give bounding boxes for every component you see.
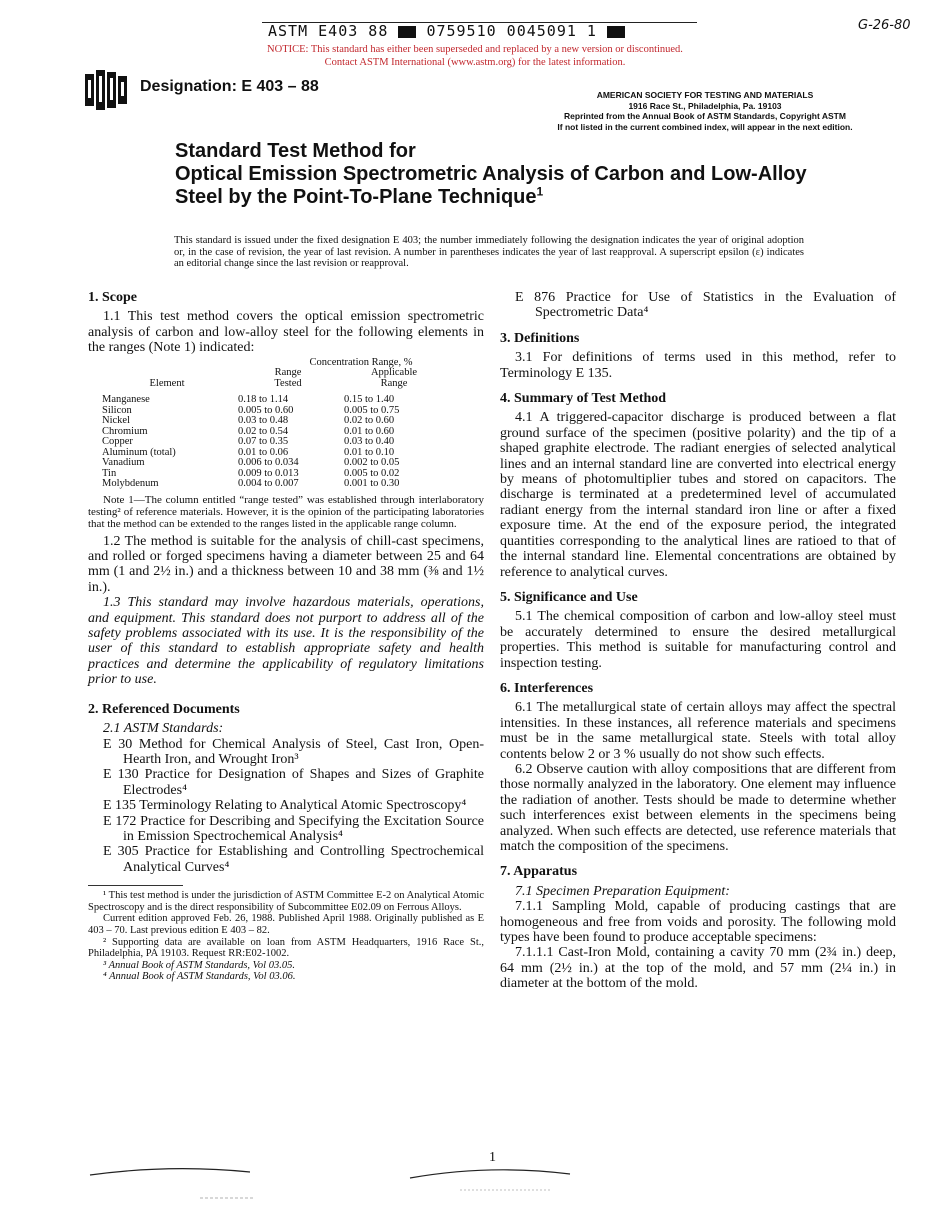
handwritten-note: G-26-80 [858, 18, 911, 33]
footnote: ⁴ Annual Book of ASTM Standards, Vol 03.06. [103, 971, 296, 983]
table-cell: 0.01 to 0.06 [238, 446, 289, 458]
table-header: Applicable [370, 367, 418, 379]
table-cell: 0.15 to 1.40 [344, 394, 395, 406]
reference-item: E 876 Practice for Use of Statistics in the Evaluation of Spectrometric Data⁴ [515, 290, 896, 321]
barcode-header [268, 22, 625, 40]
reference-item: E 130 Practice for Designation of Shapes and Sizes of Graphite Electrodes⁴ [103, 767, 484, 798]
section-heading: 3. Definitions [500, 330, 580, 346]
table-cell: Copper [102, 436, 133, 448]
table-header: Range [274, 367, 302, 379]
table-cell: 0.005 to 0.02 [344, 467, 400, 479]
designation: Designation: E 403 – 88 [140, 78, 319, 95]
left-column [88, 290, 484, 983]
paragraph: 5.1 The chemical composition of carbon and low-alloy steel must be accurately determined to ensure the desired metallurgical properties. This method is suitable for manufacturing control and inspection testing. [500, 609, 896, 671]
table-cell: 0.005 to 0.75 [344, 404, 400, 416]
society-line: 1916 Race St., Philadelphia, Pa. 19103 [628, 100, 782, 111]
document-title [175, 140, 825, 209]
footnote: Current edition approved Feb. 26, 1988. Published April 1988. Originally published as E 403 – 70. Last previous edition E 403 – 82. [88, 913, 484, 936]
footnote: ¹ This test method is under the jurisdiction of ASTM Committee E-2 on Analytical Atomic Spectroscopy and is the direct responsibility of Subcommittee E02.09 on Ferrous Alloys. [88, 890, 484, 913]
section-heading: 1. Scope [88, 290, 137, 305]
table-cell: 0.01 to 0.60 [344, 425, 395, 437]
table-cell: Aluminum (total) [102, 446, 176, 458]
society-line: If not listed in the current combined index, will appear in the next edition. [557, 121, 853, 132]
barcode-block [398, 26, 416, 38]
table-cell: Molybdenum [102, 478, 159, 490]
title-line-2 [175, 163, 825, 209]
scan-artifact-lines [80, 1160, 880, 1210]
title-line-1: Standard Test Method for [175, 140, 416, 162]
table-cell: 0.07 to 0.35 [238, 436, 289, 448]
safety-paragraph: 1.3 This standard may involve hazardous materials, operations, and equipment. This standard does not purport to address all of the safety problems associated with its use. It is the responsibility of the user of this standard to establish appropriate safety and health practices and determine the applicability of regulatory limitations prior to use. [88, 595, 484, 688]
table-cell: 0.01 to 0.10 [344, 446, 395, 458]
table-caption: Concentration Range, % [309, 356, 413, 368]
table-cell: 0.02 to 0.54 [238, 425, 289, 437]
paragraph: 7.1 Specimen Preparation Equipment: [515, 883, 730, 899]
table-cell: 0.18 to 1.14 [238, 394, 289, 406]
table-row [102, 479, 450, 490]
table-cell: 0.005 to 0.60 [238, 404, 294, 416]
table-cell: Tin [102, 467, 117, 479]
footnote: ² Supporting data are available on loan from ASTM Headquarters, 1916 Race St., Philadelphia, PA 19103. Request RR:E02-1002. [88, 936, 484, 960]
paragraph: 3.1 For definitions of terms used in this method, refer to Terminology E 135. [500, 350, 896, 381]
table-header: Element [149, 377, 185, 389]
section-heading: 5. Significance and Use [500, 589, 638, 605]
paragraph: 4.1 A triggered-capacitor discharge is produced between a flat ground surface of the specimen (positive polarity) and the tip of a shaped graphite electrode. The radiant energies of selected analytical lines and an internal standard line are converted into electrical energy by means of photomultiplier tubes and stored on capacitors. The discharge is terminated at a predetermined level of accumulated radiant energy from the internal standard iron line or after a fixed exposure time. At the end of the exposure period, the integrated quantities corresponding to the analytical lines are ratioed to that of the internal standard line. Elemental concentrations are obtained by reference to analytical curves. [500, 410, 896, 580]
paragraph: 7.1.1.1 Cast-Iron Mold, containing a cavity 70 mm (2¾ in.) deep, 64 mm (2½ in.) at the top of the mold, and 57 mm (2¼ in.) in diameter at the bottom of the mold. [500, 945, 896, 992]
section-heading: 4. Summary of Test Method [500, 391, 667, 407]
barcode-block [607, 26, 625, 38]
society-block [540, 90, 870, 132]
paragraph: 1.1 This test method covers the optical emission spectrometric analysis of carbon and low-alloy steel for the following elements in the ranges (Note 1) indicated: [88, 309, 484, 356]
notice-line-1: NOTICE: This standard has either been superseded and replaced by a new version or discontinued. [267, 44, 683, 55]
right-column [500, 290, 896, 992]
table-cell: 0.004 to 0.007 [238, 478, 299, 490]
reference-item: E 305 Practice for Establishing and Controlling Spectrochemical Analytical Curves⁴ [103, 844, 484, 875]
table-cell: 0.03 to 0.48 [238, 415, 289, 427]
table-cell: 0.001 to 0.30 [344, 478, 400, 490]
section-heading: 7. Apparatus [500, 864, 578, 880]
table-cell: 0.03 to 0.40 [344, 436, 395, 448]
reference-item: E 135 Terminology Relating to Analytical Atomic Spectroscopy⁴ [103, 798, 467, 814]
barcode-number: 0759510 0045091 1 [426, 22, 597, 40]
barcode-text: ASTM E403 88 [268, 22, 389, 40]
table-cell: 0.02 to 0.60 [344, 415, 395, 427]
footnote: ³ Annual Book of ASTM Standards, Vol 03.05. [103, 959, 295, 971]
astm-logo-icon [83, 70, 133, 115]
title-footnote-ref: 1 [536, 184, 544, 199]
paragraph: 2.1 ASTM Standards: [103, 721, 224, 737]
table-cell: Chromium [102, 425, 148, 437]
reference-item: E 30 Method for Chemical Analysis of Steel, Cast Iron, Open-Hearth Iron, and Wrought Iron³ [103, 736, 484, 767]
paragraph: 6.2 Observe caution with alloy compositions that are different from those normally analyzed in the laboratory. One element may influence the radiation of another. Tests should be made to determine whether such interferences exist between elements in the specimens being analyzed. When such effects are detected, use reference materials that match the composition of the specimens. [500, 761, 896, 854]
table-cell: 0.009 to 0.013 [238, 467, 299, 479]
table-cell: 0.006 to 0.034 [238, 457, 299, 469]
section-heading: 2. Referenced Documents [88, 701, 240, 717]
paragraph: 1.2 The method is suitable for the analysis of chill-cast specimens, and rolled or forged specimens having a diameter between 25 and 64 mm (1 and 2½ in.) and a thickness between 10 and 38 mm (⅜ and 1½ in.). [88, 533, 484, 595]
reference-item: E 172 Practice for Describing and Specifying the Excitation Source in Emission Spectrochemical Analysis⁴ [103, 813, 484, 844]
table-cell: 0.002 to 0.05 [344, 457, 400, 469]
concentration-table [102, 358, 450, 490]
note-1: Note 1—The column entitled “range tested” was established through interlaboratory testing² of reference materials. However, it is the opinion of the participating laboratories that the method can be extended to the ranges listed in the applicable range column. [88, 493, 484, 530]
table-cell: Silicon [102, 404, 132, 416]
table-cell: Vanadium [102, 457, 145, 469]
society-line: Reprinted from the Annual Book of ASTM Standards, Copyright ASTM [564, 111, 846, 121]
section-heading: 6. Interferences [500, 680, 594, 696]
table-cell: Manganese [102, 394, 150, 406]
paragraph: 6.1 The metallurgical state of certain alloys may affect the spectral intensities. In these instances, all reference materials and specimens must be in the same metallurgical state. Steels with total alloy contents below 2 or 3 % usually do not show such effects. [500, 700, 896, 762]
table-header: Tested [274, 377, 302, 389]
society-line: AMERICAN SOCIETY FOR TESTING AND MATERIALS [596, 90, 814, 100]
notice-line-2: Contact ASTM International (www.astm.org) for the latest information. [324, 57, 626, 68]
title-main: Optical Emission Spectrometric Analysis of Carbon and Low-Alloy Steel by the Point-To-Plane Technique [175, 163, 807, 208]
page-number: 1 [489, 1150, 496, 1165]
paragraph: 7.1.1 Sampling Mold, capable of producing castings that are homogeneous and free from voids and porosity. The following mold types have been found to produce acceptable specimens: [500, 899, 896, 946]
footnote-rule [88, 885, 183, 886]
table-cell: Nickel [102, 415, 130, 427]
table-header: Range [380, 377, 408, 389]
intro-paragraph: This standard is issued under the fixed designation E 403; the number immediately following the designation indicates the year of original adoption or, in the case of revision, the year of last revision. A number in parentheses indicates the year of last reapproval. A superscript epsilon (ε) indicates an editorial change since the last revision or reapproval. [174, 235, 804, 270]
